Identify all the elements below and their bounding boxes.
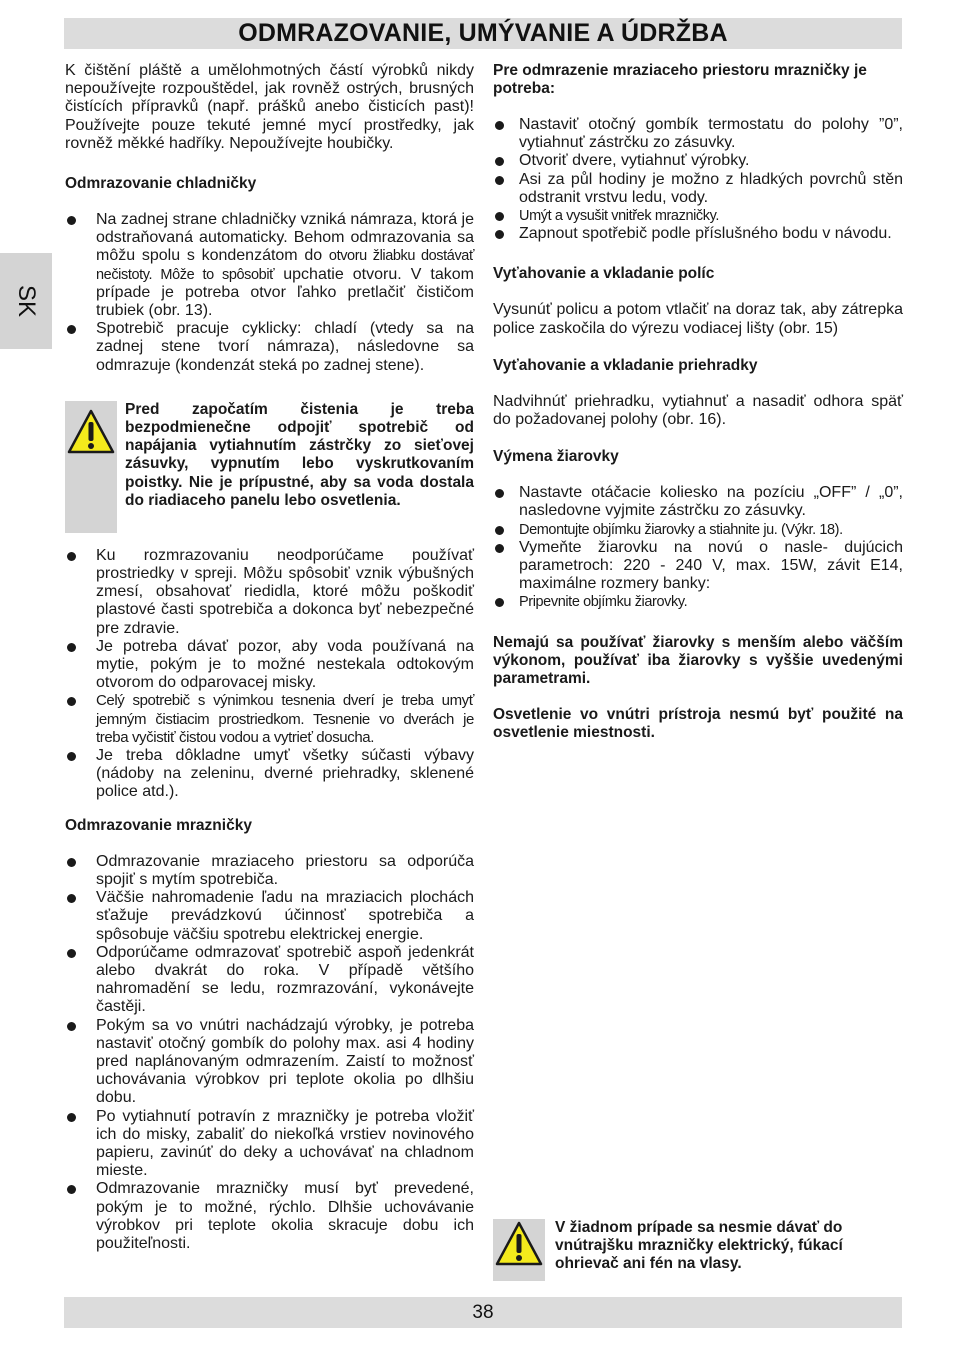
cleaning-list [65,547,474,802]
list-item: Je treba dôkladne umyť všetky súčasti výbavy (nádoby na zeleninu, dverné priehradky, sklenené police atd.). [65,747,474,802]
warning-box [493,1219,545,1281]
list-item: Umýt a vysušit vnitřek mrazničky. [493,207,903,225]
list-item: Pokým sa vo vnútri nachádzajú výrobky, je potreba nastaviť otočný gombík do polohy max. asi 4 hodiny pred naplánovaným odmrazením. Zaistí to možnosť uchovávania výrobkov pri teplote okolia po dlhšiu dobu. [65,1017,474,1108]
bulb-list [493,484,903,611]
list-item: Väčšie nahromadenie ľadu na mraziacich plochách sťažuje prevádzkovú účinnosť spotrebiča a spôsobuje väčšiu spotrebu elektrickej energie. [65,889,474,944]
freezer-needs-list [493,116,903,243]
list-item: Spotrebič pracuje cyklicky: chladí (vtedy sa na zadnej stene tvorí námraza), následovne sa odmrazuje (kondenzát steká po zadnej stene). [65,320,474,375]
warning-text: Pred započatím čistenia je treba bezpodmienečne odpojiť spotrebič od napájania vytiahnutím zástrčky zo sieťovej zásuvky, vypnutím lebo vyskrutkovaním poistky. Nie je prípustné, aby sa voda dostala do riadiaceho panelu lebo osvetlenia. [125,400,474,509]
bulb-warning: Nemajú sa používať žiarovky s menším alebo väčším výkonom, používať iba žiarovky s vyššie uvedenými parametrami. [493,633,903,688]
freezer-defrost-heading: Odmrazovanie mrazničky [65,816,252,834]
list-item: Nastaviť otočný gombík termostatu do polohy ”0”, vytiahnuť zástrčku zo zásuvky. [493,116,903,152]
compartment-heading: Vyťahovanie a vkladanie priehradky [493,356,758,374]
header-bar [64,18,902,49]
footer-bar [64,1297,902,1328]
list-item: Na zadnej strane chladničky vzniká námraza, ktorá je odstraňovaná automaticky. Behom odmrazovania sa môžu spolu s kondenzátom do otvoru žliabku dostávať nečistoty. Môže to spôsobiť upchatie otvoru. V takom prípade je potreba otvor ľahko pretlačiť čističom trubiek (obr. 13). [65,211,474,320]
intro-paragraph: K čištění pláště a umělohmotných částí výrobků nikdy nepoužívejte rozpouštědel, jak rovněž ostrých, brusných čistících přípravků (např. prášků anebo čisticích past)! Používejte pouze tekuté jemné mycí prostředky, jak rovněž měkké hadříky. Nepoužívejte houbičky. [65,62,474,152]
compartment-text: Nadvihnúť priehradku, vytiahnuť a nasadiť odhora späť do požadovanej polohy (obr. 16). [493,392,903,429]
shelves-text: Vysunúť policu a potom vtlačiť na doraz tak, aby zátrepka police zaskočila do výrezu vodiacej lišty (obr. 15) [493,301,903,337]
list-item: Po vytiahnutí potravín z mrazničky je potreba vložiť ich do misky, zabaliť do niekoľká vrstiev novinového papieru, zavinúť do deky a uchovávať na chladnom mieste. [65,1108,474,1181]
lighting-note: Osvetlenie vo vnútri prístroja nesmú byť použité na osvetlenie miestnosti. [493,706,903,742]
warning-triangle-icon [495,1221,543,1267]
left-column [65,62,474,1253]
right-column [493,62,903,765]
warning-text: V žiadnom prípade sa nesmie dávať do vnútrajšku mrazničky elektrický, fúkací ohrievač ani fén na vlasy. [555,1219,843,1273]
language-label: SK [12,284,40,318]
list-item: Nastavte otáčacie koliesko na pozíciu „OFF” / „0”, nasledovne vyjmite zástrčku zo zásuvky. [493,484,903,520]
language-tab [0,253,52,349]
list-item: Otvoriť dvere, vytiahnuť výrobky. [493,152,903,170]
warning-box [65,401,117,533]
bulb-heading: Výmena žiarovky [493,448,619,466]
list-item: Celý spotrebič s výnimkou tesnenia dverí je treba umyť jemným čistiacim prostriedkom. Tesnenie vo dverách je treba vyčistiť čistou vodou a vytrieť dosucha. [65,692,474,747]
list-item: Odmrazovanie mrazničky musí byť prevedené, pokým je to možné, rýchlo. Dlhšie uchovávanie výrobkov pri teplote okolia skracuje dobu ich použiteľnosti. [65,1180,474,1253]
list-item: Pripevnite objímku žiarovky. [493,593,903,611]
list-item: Odporúčame odmrazovať spotrebič aspoň jedenkrát alebo dvakrát do roka. V případě většího nahromadění se ledu, rozmrazování, vykonávejte častěji. [65,944,474,1017]
freezer-defrost-list [65,853,474,1253]
fridge-defrost-heading: Odmrazovanie chladničky [65,175,257,193]
list-item: Demontujte objímku žiarovky a stiahnite ju. (Výkr. 18). [493,521,903,539]
heater-warning [493,1219,903,1281]
list-item: Odmrazovanie mraziaceho priestoru sa odporúča spojiť s mytím spotrebiča. [65,853,474,889]
freezer-needs-heading: Pre odmrazenie mraziaceho priestoru mrazničky je potreba: [493,62,867,97]
list-item: Vymeňte žiarovku na novú o nasle- dujúcich parametroch: 220 - 240 V, max. 15W, závit E14, maximálne rozmery banky: [493,539,903,594]
list-item: Zapnout spotřebič podle příslušného bodu v návodu. [493,225,903,243]
list-item: Asi za půl hodiny je možno z hladkých povrchů stěn odstranit vrstvu ledu, vody. [493,171,903,207]
list-item: Je potreba dávať pozor, aby voda používaná na mytie, pokým je to možné nestekala odtokovým otvorom do odparovacej misky. [65,638,474,693]
fridge-defrost-list [65,211,474,375]
page-title: ODMRAZOVANIE, UMÝVANIE A ÚDRŽBA [238,19,728,47]
page-number: 38 [472,1301,494,1323]
list-item: Ku rozmrazovaniu neodporúčame používať prostriedky v spreji. Môžu spôsobiť vznik výbušných zmesí, obsahovať riedidla, ktoré môžu poškodiť plastové časti spotrebiča a dokonca byť nebezpečné pre zdravie. [65,547,474,638]
warning-triangle-icon [67,409,115,455]
shelves-heading: Vyťahovanie a vkladanie políc [493,265,715,283]
cleaning-warning [65,401,474,533]
